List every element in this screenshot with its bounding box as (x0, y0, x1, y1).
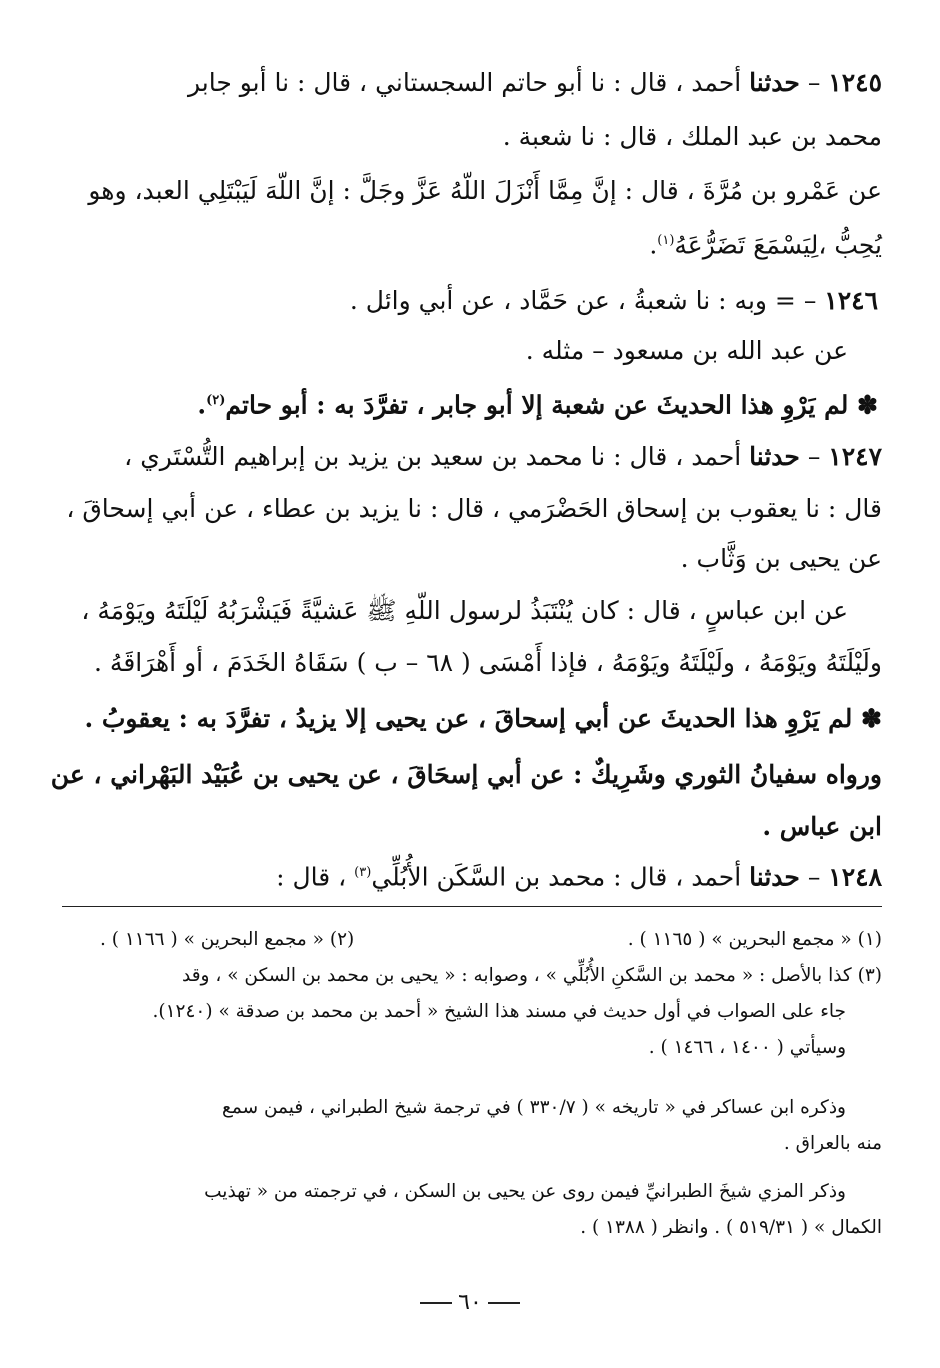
hadith-number: ١٢٤٦ (824, 286, 878, 315)
page-number-dash (488, 1302, 520, 1304)
footnote-3-line-3: وسيأتي ( ١٤٠٠ ، ١٤٦٦ ) . (648, 1037, 846, 1058)
narration-keyword: حدثنا (749, 862, 800, 892)
hadith-1247-note-2-line-1: ورواه سفيانُ الثوري وشَرِيكٌ : عن أبي إسحَاقَ ، عن يحيى بن عُبَيْد البَهْراني ، عن (50, 760, 882, 789)
footnote-divider (62, 906, 882, 907)
footnote-ref: (١) (657, 233, 675, 248)
footnote-ref: (٢) (206, 393, 226, 408)
page-number: ٦٠ (0, 1290, 940, 1315)
hadith-1248-line-1: ١٢٤٨ – حدثنا أحمد ، قال : محمد بن السَّكَن الأُبُلِّي$^{(٣)}$ ، قال : (276, 862, 882, 892)
footnote-ref: (٣) (354, 865, 372, 880)
footnote-3-line-4: وذكره ابن عساكر في « تاريخه » ( ٣٣٠/٧ ) في ترجمة شيخ الطبراني ، فيمن سمع (222, 1097, 846, 1118)
hadith-1247-line-5: ولَيْلَتَهُ ويَوْمَهُ ، ولَيْلَتَهُ ويَوْمَهُ ، فإذا أَمْسَى ( ٦٨ – ب ) سَقَاهُ الخَدَمَ ، أو أَهْرَاقَهُ . (94, 648, 882, 677)
hadith-number: ١٢٤٧ (828, 442, 882, 471)
narration-keyword: حدثنا (749, 442, 800, 471)
footnote-2: (٢) « مجمع البحرين » ( ١١٦٦ ) . (100, 929, 355, 950)
hadith-1247-line-3: عن يحيى بن وَثَّاب . (680, 544, 882, 573)
hadith-1247-line-1: ١٢٤٧ – حدثنا أحمد ، قال : نا محمد بن سعيد بن يزيد بن إبراهيم التُّسْتَري ، (124, 442, 882, 471)
footnote-1: (١) « مجمع البحرين » ( ١١٦٥ ) . (627, 929, 882, 950)
footnote-3-line-5: منه بالعراق . (783, 1133, 882, 1154)
narration-keyword: حدثنا (749, 68, 800, 97)
footnote-3-line-2: جاء على الصواب في أول حديث في مسند هذا الشيخ « أحمد بن محمد بن صدقة » (١٢٤٠). (152, 1001, 846, 1022)
hadith-1245-line-2: محمد بن عبد الملك ، قال : نا شعبة . (502, 122, 882, 151)
hadith-1247-note-2-line-2: ابن عباس . (762, 812, 882, 841)
hadith-number: ١٢٤٨ (828, 862, 882, 892)
page-number-dash (420, 1302, 452, 1304)
hadith-1245-line-1: ١٢٤٥ – حدثنا أحمد ، قال : نا أبو حاتم السجستاني ، قال : نا أبو جابر (187, 68, 882, 97)
footnote-3-line-7: الكمال » ( ٥١٩/٣١ ) . وانظر ( ١٣٨٨ ) . (580, 1217, 882, 1238)
footnote-3-line-6: وذكر المزي شيخَ الطبرانيِّ فيمن روى عن يحيى بن السكن ، في ترجمته من « تهذيب (204, 1181, 846, 1202)
hadith-1245-line-4: يُحِبُّ ،لِيَسْمَعَ تَضَرُّعَهُ$^{(١)}$. (649, 230, 882, 260)
hadith-1245-line-3: عن عَمْرو بن مُرَّةَ ، قال : إنَّ مِمَّا أَنْزَلَ اللّهُ عَزَّ وجَلَّ : إنَّ اللّهَ لَيَبْتَلِي العبد، وهو (88, 176, 882, 205)
hadith-1246-line-2: عن عبد الله بن مسعود – مثله . (525, 336, 848, 365)
hadith-1246-line-1: ١٢٤٦ – = وبه : نا شعبةُ ، عن حَمَّاد ، عن أبي وائل . (349, 286, 878, 315)
hadith-1247-line-2: قال : نا يعقوب بن إسحاق الحَضْرَمي ، قال : نا يزيد بن عطاء ، عن أبي إسحاقَ ، (66, 494, 882, 523)
hadith-1246-note: ✽ لم يَرْوِ هذا الحديثَ عن شعبة إلا أبو جابر ، تفرَّدَ به : أبو حاتم$^{(٢)}$. (197, 390, 878, 420)
footnote-3-line-1: (٣) كذا بالأصل : « محمد بن السَّكنِ الأُبُلِّي » ، وصوابه : « يحيى بن محمد بن السكن » ، وقد (181, 965, 882, 986)
hadith-1247-note-1: ✽ لم يَرْوِ هذا الحديثَ عن أبي إسحاقَ ، عن يحيى إلا يزيدُ ، تفرَّدَ به : يعقوبُ . (84, 704, 882, 733)
hadith-number: ١٢٤٥ (828, 68, 882, 97)
hadith-1247-line-4: عن ابن عباسٍ ، قال : كان يُنْتَبَذُ لرسول اللّهِ ﷺ عَشيَّةً فَيَشْرَبُهُ لَيْلَتَهُ ويَوْمَهُ ، (81, 596, 848, 625)
